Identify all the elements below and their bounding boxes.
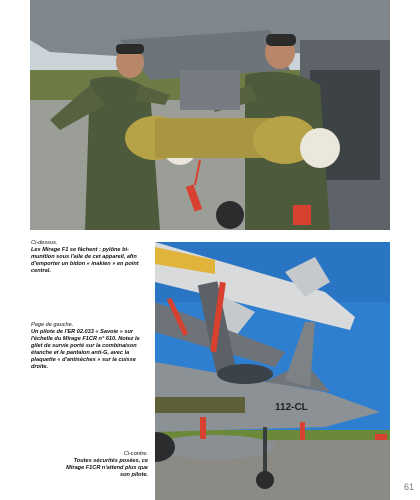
caption-left-page bbox=[31, 322, 149, 371]
caption-body: Un pilote de l'ER 02.033 « Savoie » sur l'échelle du Mirage F1CR n° 610. Notez le gilet de survie porté sur la combinaison étanche et le pantalon anti-G, avec la plaquette « d'antisèches » sur la cuisse droite. bbox=[31, 329, 140, 370]
caption-body: Toutes sécurités posées, ce Mirage F1CR n'attend plus que son pilote. bbox=[66, 458, 148, 478]
caption-title: Ci-dessus. bbox=[31, 240, 58, 246]
page-number: 61 bbox=[403, 482, 414, 492]
caption-title: Ci-contre. bbox=[123, 451, 148, 457]
caption-title: Page de gauche. bbox=[31, 322, 74, 328]
photo-mirage-f1cr-ramp bbox=[155, 242, 390, 500]
aircraft-code: 112-CL bbox=[275, 402, 308, 413]
caption-bottom-photo bbox=[58, 451, 148, 479]
caption-top-photo bbox=[31, 240, 149, 275]
caption-body: Les Mirage F1 se fâchent : pylône bi-munition sous l'aile de cet appareil, afin d'emporter un bidon « inakien » en point central. bbox=[31, 247, 139, 274]
photo-armourers-loading-bombs bbox=[30, 0, 390, 230]
